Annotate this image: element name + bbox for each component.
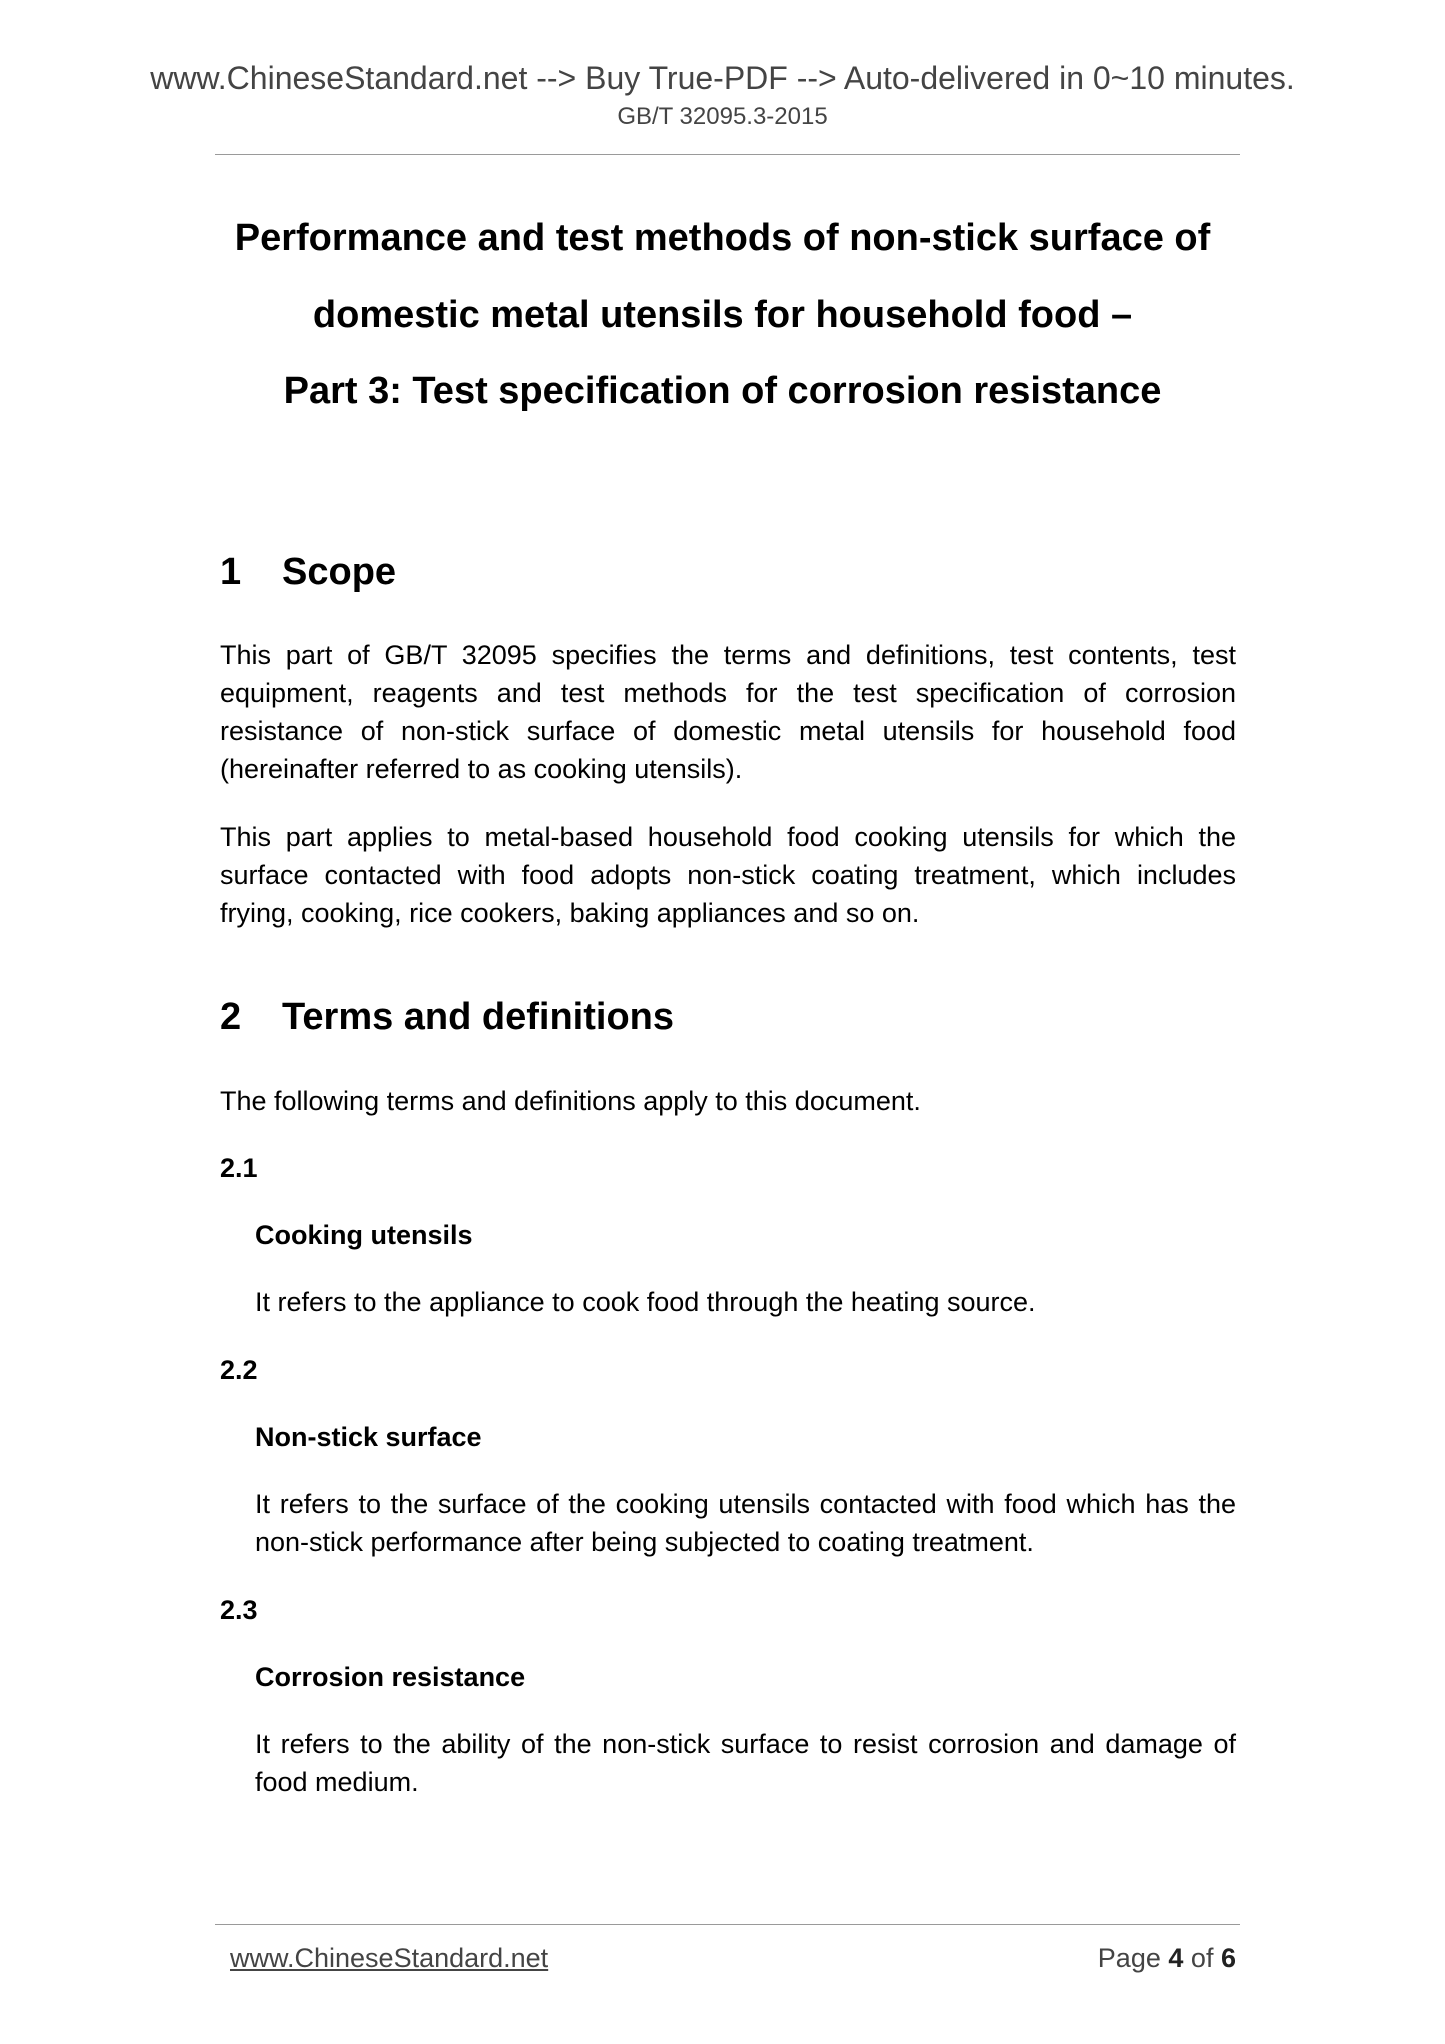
term-definition: It refers to the ability of the non-stick surface to resist corrosion and damage of food medium.: [255, 1729, 1236, 1797]
standard-code: GB/T 32095.3-2015: [617, 103, 828, 130]
term-definition: It refers to the appliance to cook food through the heating source.: [255, 1287, 1036, 1317]
section-1-title: Scope: [282, 551, 397, 593]
term-definition: It refers to the surface of the cooking utensils contacted with food which has the non-stick performance after being subjected to coating treatment.: [255, 1489, 1236, 1557]
document-title-line-3: Part 3: Test specification of corrosion resistance: [283, 370, 1162, 412]
footer-site-link[interactable]: www.ChineseStandard.net: [230, 1943, 549, 1973]
term-title: Corrosion resistance: [255, 1662, 526, 1692]
scope-paragraph-2: This part applies to metal-based household food cooking utensils for which the surface contacted with food adopts non-stick coating treatment, which includes frying, cooking, rice cookers, baking appliances and so on.: [220, 822, 1236, 928]
section-1-number: 1: [220, 551, 242, 593]
term-number: 2.1: [220, 1153, 258, 1183]
scope-paragraph-1: This part of GB/T 32095 specifies the terms and definitions, test contents, test equipment, reagents and test methods for the test specification of corrosion resistance of non-stick surface of domestic metal utensils for household food (hereinafter referred to as cooking utensils).: [220, 640, 1236, 784]
term-number: 2.2: [220, 1355, 258, 1385]
section-2-title: Terms and definitions: [282, 996, 675, 1038]
header-banner: www.ChineseStandard.net --> Buy True-PDF --> Auto-delivered in 0~10 minutes.: [150, 60, 1295, 96]
page-label: Page: [1097, 1943, 1161, 1973]
document-title-line-1: Performance and test methods of non-stick surface of: [234, 217, 1211, 259]
terms-intro: The following terms and definitions apply to this document.: [220, 1086, 921, 1116]
footer-divider: [215, 1924, 1240, 1925]
term-number: 2.3: [220, 1595, 258, 1625]
document-title-line-2: domestic metal utensils for household food –: [312, 294, 1133, 336]
term-title: Non-stick surface: [255, 1422, 482, 1452]
section-2-number: 2: [220, 996, 242, 1038]
page-indicator: [1000, 1940, 1236, 1976]
page-of-label: of: [1190, 1943, 1214, 1973]
page-current: 4: [1168, 1943, 1184, 1973]
page-total: 6: [1220, 1943, 1236, 1973]
term-title: Cooking utensils: [255, 1220, 473, 1250]
header-divider: [215, 154, 1240, 155]
section-1-heading: [220, 548, 396, 596]
section-2-heading: [220, 993, 674, 1041]
